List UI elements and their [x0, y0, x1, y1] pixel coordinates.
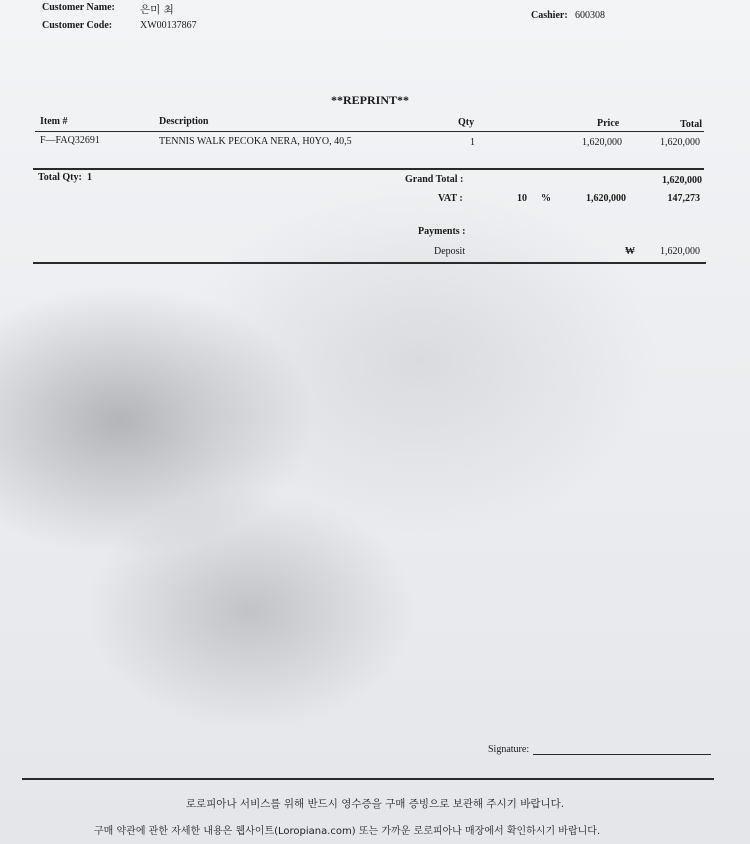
vat-rate: 10	[517, 193, 527, 204]
customer-name-value: 은미 최	[140, 4, 174, 16]
vat-base: 1,620,000	[586, 193, 626, 204]
payment-amount: 1,620,000	[660, 246, 700, 257]
signature-label: Signature:	[488, 744, 530, 755]
col-header-price: Price	[597, 118, 620, 129]
footer-line-1: 로로피아나 서비스를 위해 반드시 영수증을 구매 증빙으로 보관해 주시기 바랍니다.	[185, 798, 565, 810]
won-currency-symbol: ₩	[625, 246, 635, 257]
footer-divider	[22, 778, 714, 780]
vat-label: VAT :	[438, 193, 463, 204]
customer-code-label: Customer Code:	[42, 20, 113, 31]
customer-name-label: Customer Name:	[42, 2, 115, 13]
payment-method: Deposit	[434, 246, 466, 257]
item-number: F—FAQ32691	[40, 135, 100, 146]
customer-code-value: XW00137867	[140, 20, 197, 31]
items-divider	[33, 168, 704, 170]
vat-amount: 147,273	[667, 193, 700, 204]
cashier-value: 600308	[575, 10, 605, 21]
payments-label: Payments :	[418, 226, 466, 237]
footer-line-2: 구매 약관에 관한 자세한 내용은 웹사이트(Loropiana.com) 또는 가까운 로로피아나 매장에서 확인하시기 바랍니다.	[94, 826, 601, 837]
col-header-total: Total	[680, 119, 702, 130]
page-title: **REPRINT**	[330, 93, 409, 107]
cashier-label: Cashier:	[531, 10, 568, 21]
signature-line	[533, 754, 711, 755]
item-price: 1,620,000	[582, 137, 622, 148]
vat-percent: %	[541, 193, 551, 204]
payments-divider	[33, 262, 706, 264]
item-description: TENNIS WALK PECOKA NERA, H0YO, 40,5	[159, 136, 352, 147]
grand-total-label: Grand Total :	[405, 174, 464, 185]
item-total: 1,620,000	[660, 137, 700, 148]
item-qty: 1	[470, 137, 475, 148]
col-header-item: Item #	[40, 116, 68, 127]
col-header-description: Description	[159, 116, 209, 127]
grand-total-value: 1,620,000	[662, 175, 702, 186]
header-divider	[35, 131, 704, 132]
total-qty-label: Total Qty:	[38, 172, 82, 183]
col-header-qty: Qty	[458, 117, 475, 128]
total-qty-value: 1	[87, 172, 92, 183]
